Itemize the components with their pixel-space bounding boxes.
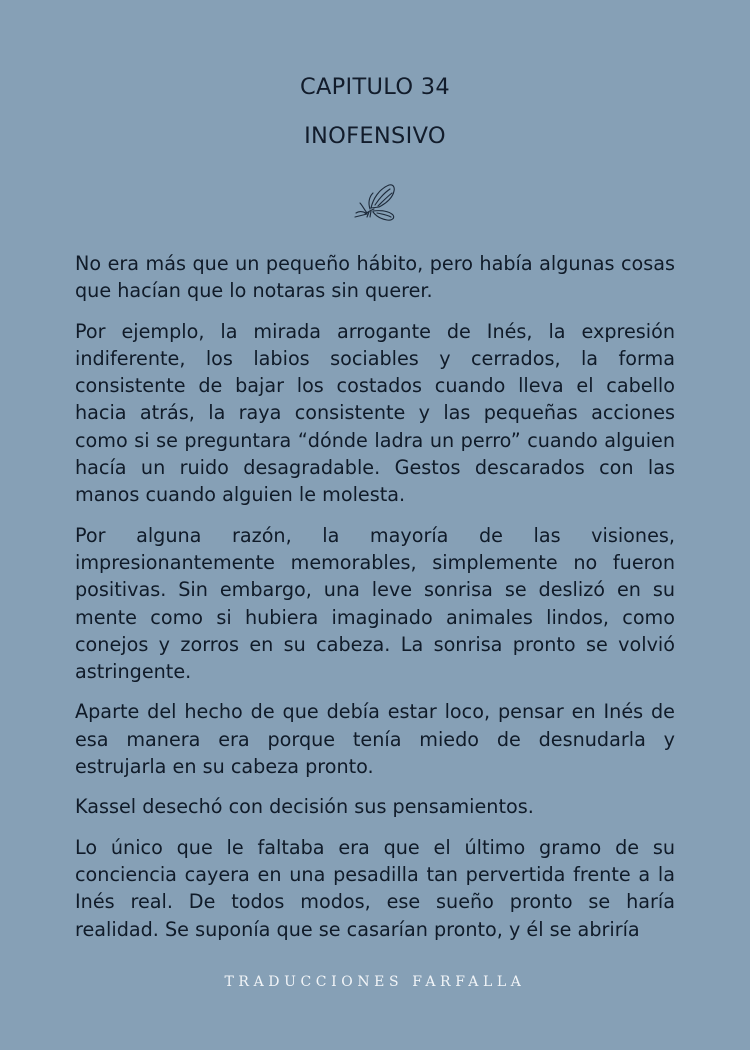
chapter-body <box>75 250 675 956</box>
footer-credit: TRADUCCIONES FARFALLA <box>224 974 526 990</box>
chapter-title: INOFENSIVO <box>304 123 446 149</box>
paragraph: Aparte del hecho de que debía estar loco, pensar en Inés de esa manera era porque tenía miedo de desnudarla y estrujarla en su cabeza pronto. <box>75 700 675 779</box>
paragraph: No era más que un pequeño hábito, pero había algunas cosas que hacían que lo notaras sin querer. <box>75 252 675 303</box>
paragraph: Por alguna razón, la mayoría de las visiones, impresionantemente memorables, simplemente no fueron positivas. Sin embargo, una leve sonrisa se deslizó en su mente como si hubiera imaginado animales lindos, como conejos y zorros en su cabeza. La sonrisa pronto se volvió astringente. <box>75 523 675 684</box>
paragraph: Lo único que le faltaba era que el último gramo de su conciencia cayera en una pesadilla tan pervertida frente a la Inés real. De todos modos, ese sueño pronto se haría realidad. Se suponía que se casarían pronto, y él se abriría <box>75 835 675 941</box>
chapter-number: CAPITULO 34 <box>299 74 451 100</box>
paragraph: Kassel desechó con decisión sus pensamientos. <box>75 795 534 819</box>
butterfly-icon <box>351 181 399 225</box>
paragraph: Por ejemplo, la mirada arrogante de Inés, la expresión indiferente, los labios sociables y cerrados, la forma consistente de bajar los costados cuando lleva el cabello hacia atrás, la raya consistente y las pequeñas acciones como si se preguntara “dónde ladra un perro” cuando alguien hacía un ruido desagradable. Gestos descarados con las manos cuando alguien le molesta. <box>75 319 675 507</box>
